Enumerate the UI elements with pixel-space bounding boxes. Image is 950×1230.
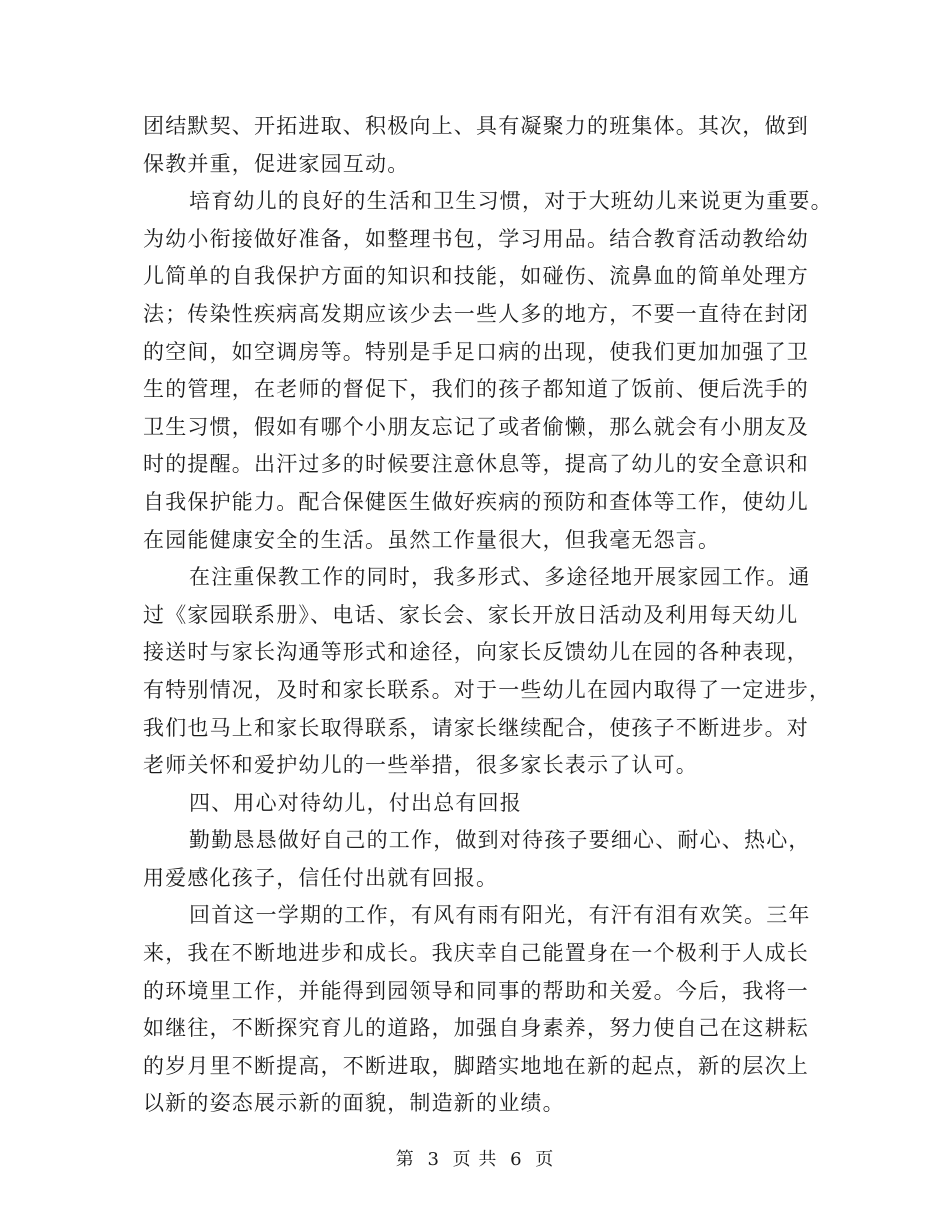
- text-line: 团结默契、开拓进取、积极向上、具有凝聚力的班集体。其次，做到: [143, 114, 809, 138]
- text-line: 为幼小衔接做好准备，如整理书包，学习用品。结合教育活动教给幼: [143, 226, 809, 251]
- footer-middle: 页 共: [452, 1149, 498, 1170]
- footer-suffix: 页: [535, 1149, 555, 1170]
- text-line: 有特别情况，及时和家长联系。对于一些幼儿在园内取得了一定进步，: [143, 677, 832, 702]
- page-footer: [0, 1145, 950, 1171]
- text-line: 如继往，不断探究育儿的道路，加强自身素养，努力使自己在这耕耘: [143, 1016, 809, 1041]
- text-line: 儿简单的自我保护方面的知识和技能，如碰伤、流鼻血的简单处理方: [143, 264, 809, 289]
- text-line: 在园能健康安全的生活。虽然工作量很大，但我毫无怨言。: [143, 527, 721, 552]
- text-line: 过《家园联系册》、电话、家长会、家长开放日活动及利用每天幼儿: [143, 602, 799, 627]
- text-line: 的岁月里不断提高，不断进取，脚踏实地地在新的起点，新的层次上: [143, 1053, 809, 1078]
- text-line: 保教并重，促进家园互动。: [143, 151, 410, 176]
- text-line: 以新的姿态展示新的面貌，制造新的业绩。: [143, 1091, 565, 1116]
- text-line: 生的管理，在老师的督促下，我们的孩子都知道了饭前、便后洗手的: [143, 377, 809, 402]
- text-line: 我们也马上和家长取得联系，请家长继续配合，使孩子不断进步。对: [143, 715, 809, 740]
- text-line: 卫生习惯，假如有哪个小朋友忘记了或者偷懒，那么就会有小朋友及: [143, 414, 809, 439]
- text-line: 接送时与家长沟通等形式和途径，向家长反馈幼儿在园的各种表现，: [143, 640, 809, 665]
- text-line: 的环境里工作，并能得到园领导和同事的帮助和关爱。今后，我将一: [143, 978, 809, 1003]
- text-line: 四、用心对待幼儿，付出总有回报: [189, 790, 522, 815]
- text-line: 法；传染性疾病高发期应该少去一些人多的地方，不要一直待在封闭: [143, 301, 809, 326]
- text-line: 老师关怀和爱护幼儿的一些举措，很多家长表示了认可。: [143, 753, 698, 778]
- body-text: [143, 108, 833, 1123]
- footer-prefix: 第: [395, 1149, 415, 1170]
- text-line: 回首这一学期的工作，有风有雨有阳光，有汗有泪有欢笑。三年: [189, 903, 811, 928]
- footer-total-pages: 6: [510, 1149, 523, 1170]
- footer-page-number: 3: [427, 1149, 440, 1170]
- text-line: 用爱感化孩子，信任付出就有回报。: [143, 865, 499, 890]
- text-line: 在注重保教工作的同时，我多形式、多途径地开展家园工作。通: [189, 565, 811, 590]
- text-line: 的空间，如空调房等。特别是手足口病的出现，使我们更加加强了卫: [143, 339, 809, 364]
- text-line: 来，我在不断地进步和成长。我庆幸自己能置身在一个极利于人成长: [143, 941, 809, 966]
- text-line: 自我保护能力。配合保健医生做好疾病的预防和查体等工作，使幼儿: [143, 489, 809, 514]
- text-line: 勤勤恳恳做好自己的工作，做到对待孩子要细心、耐心、热心，: [189, 828, 811, 853]
- text-line: 培育幼儿的良好的生活和卫生习惯，对于大班幼儿来说更为重要。: [189, 189, 833, 214]
- text-line: 时的提醒。出汗过多的时候要注意休息等，提高了幼儿的安全意识和: [143, 452, 809, 477]
